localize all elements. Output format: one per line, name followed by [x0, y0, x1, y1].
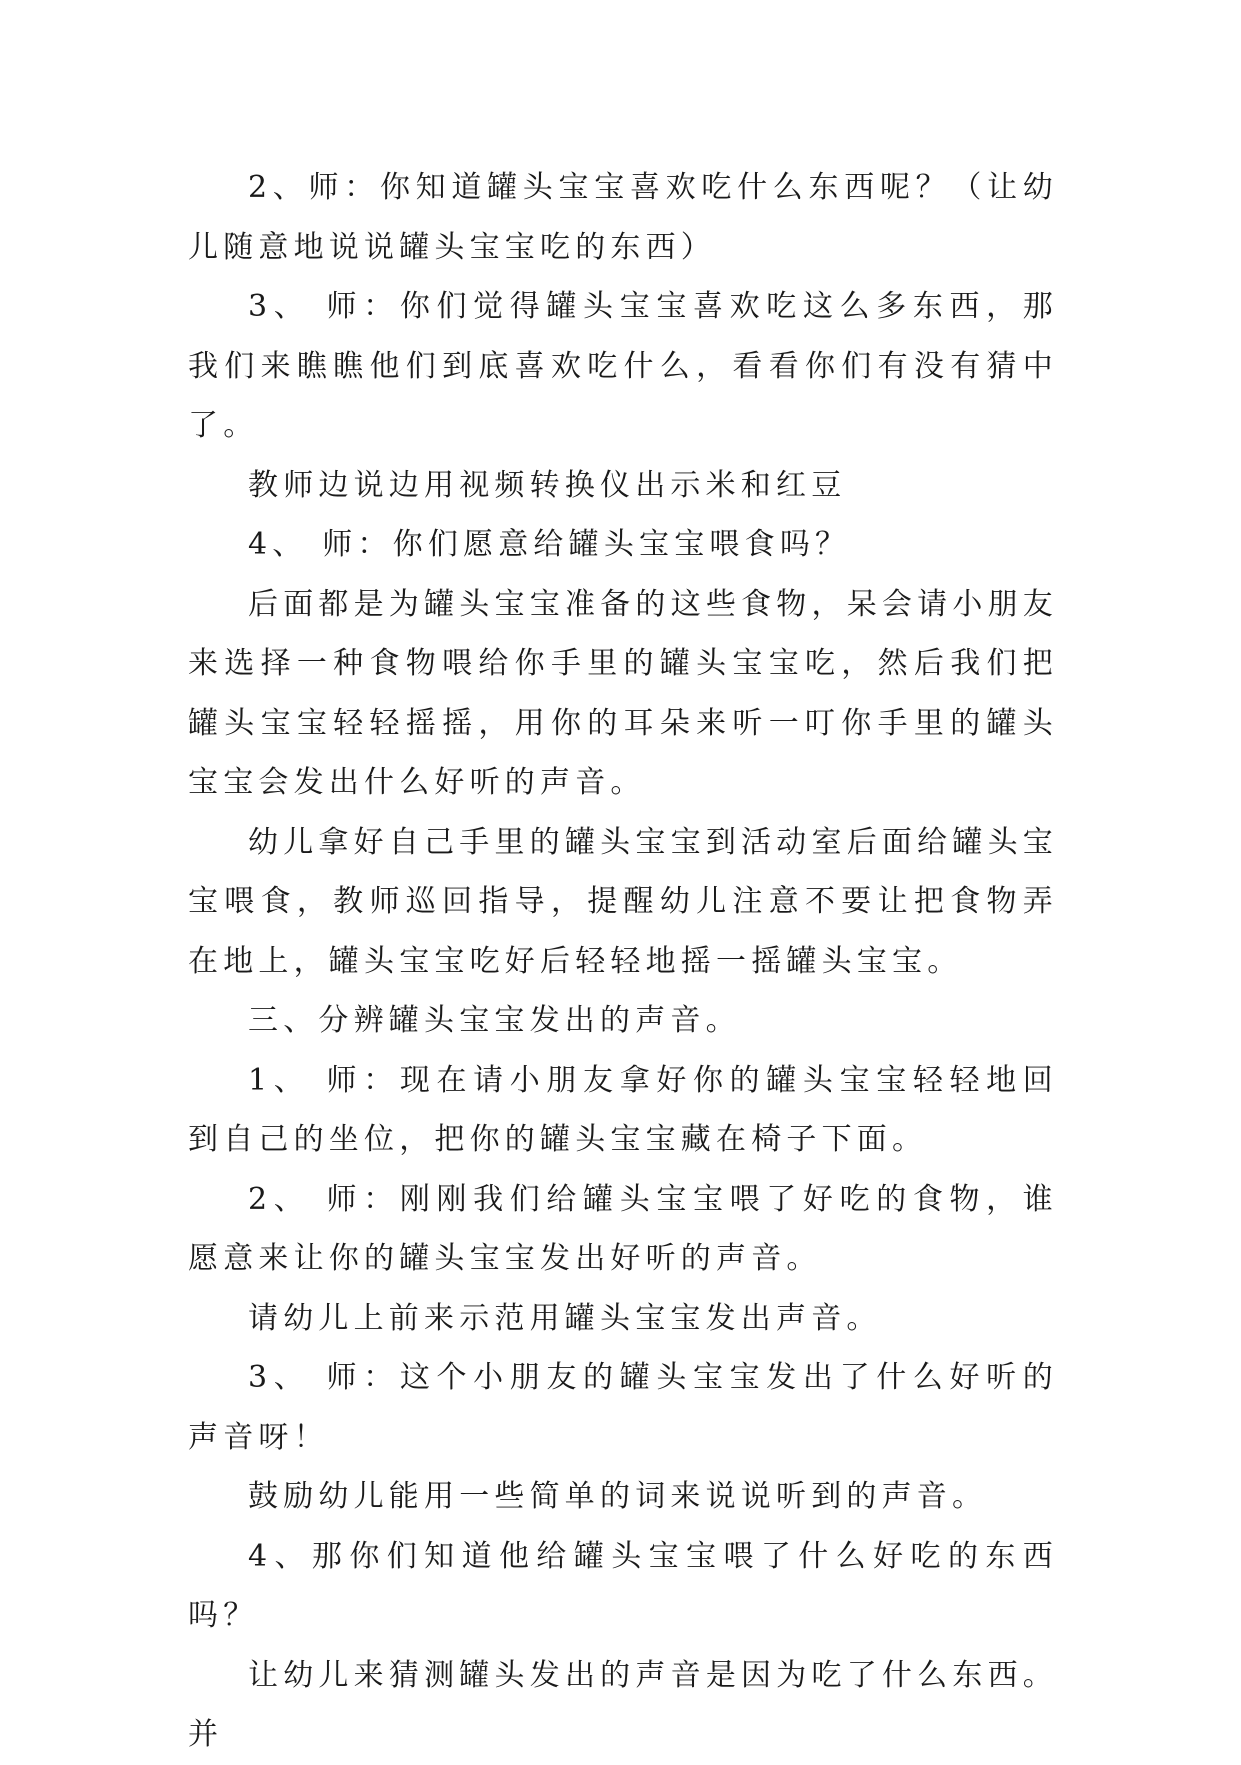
- paragraph: 4、 师：你们愿意给罐头宝宝喂食吗？: [248, 527, 851, 562]
- paragraph: 让幼儿来猜测罐头发出的声音是因为吃了什么东西。并: [188, 1657, 1058, 1752]
- paragraph: 幼儿拿好自己手里的罐头宝宝到活动室后面给罐头宝宝喂食，教师巡回指导，提醒幼儿注意不要让把食物弄在地上，罐头宝宝吃好后轻轻地摇一摇罐头宝宝。: [188, 824, 1058, 979]
- paragraph: 后面都是为罐头宝宝准备的这些食物，呆会请小朋友来选择一种食物喂给你手里的罐头宝宝吃，然后我们把罐头宝宝轻轻摇摇，用你的耳朵来听一叮你手里的罐头宝宝会发出什么好听的声音。: [188, 586, 1058, 800]
- document-body: [188, 158, 1058, 1765]
- paragraph: 3、 师：这个小朋友的罐头宝宝发出了什么好听的声音呀！: [188, 1360, 1058, 1455]
- paragraph: 2、师：你知道罐头宝宝喜欢吃什么东西呢？（让幼儿随意地说说罐头宝宝吃的东西）: [188, 170, 1058, 265]
- paragraph: 2、 师：刚刚我们给罐头宝宝喂了好吃的食物，谁愿意来让你的罐头宝宝发出好听的声音。: [188, 1181, 1058, 1276]
- paragraph: 请幼儿上前来示范用罐头宝宝发出声音。: [248, 1300, 882, 1336]
- paragraph: 3、 师：你们觉得罐头宝宝喜欢吃这么多东西，那我们来瞧瞧他们到底喜欢吃什么，看看你们有没有猜中了。: [188, 289, 1058, 443]
- paragraph: 1、 师：现在请小朋友拿好你的罐头宝宝轻轻地回到自己的坐位，把你的罐头宝宝藏在椅子下面。: [188, 1062, 1058, 1157]
- paragraph: 4、那你们知道他给罐头宝宝喂了什么好吃的东西吗？: [188, 1538, 1058, 1633]
- paragraph: 教师边说边用视频转换仪出示米和红豆: [248, 467, 847, 503]
- paragraph: 鼓励幼儿能用一些简单的词来说说听到的声音。: [248, 1479, 988, 1514]
- section-heading: 三、分辨罐头宝宝发出的声音。: [248, 1003, 741, 1038]
